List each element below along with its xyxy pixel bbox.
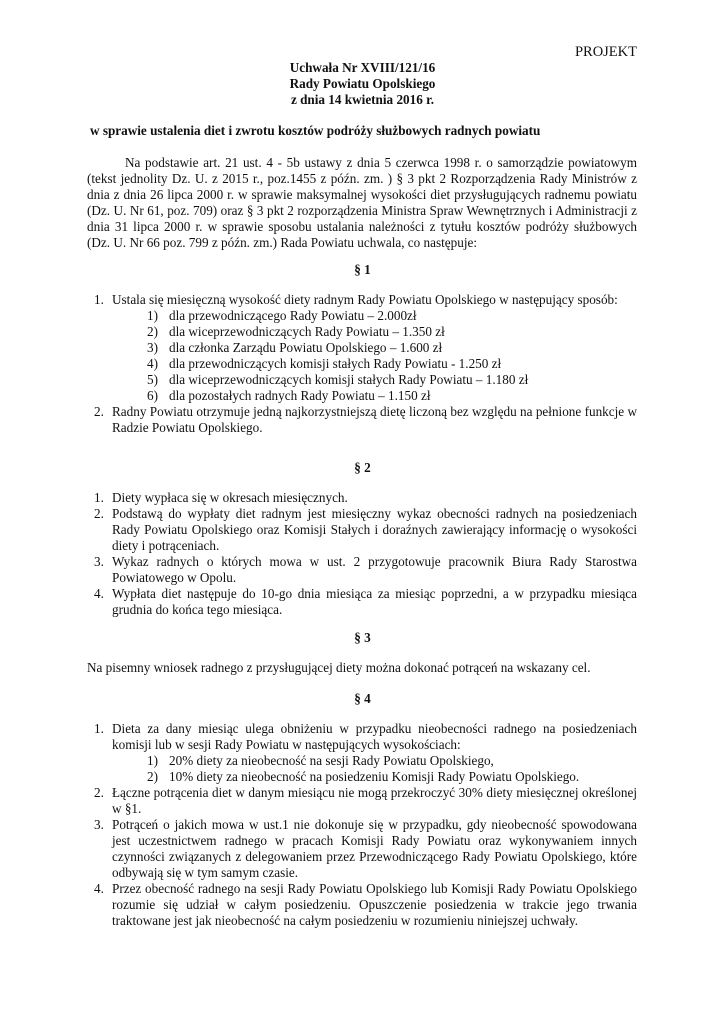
sub-item-text: dla przewodniczących komisji stałych Rady Powiatu - 1.250 zł — [169, 356, 502, 371]
item-number: 4. — [94, 586, 104, 601]
sub-item-text: dla członka Zarządu Powiatu Opolskiego – 1.600 zł — [169, 340, 443, 355]
sub-item — [147, 308, 637, 324]
item-number: 3. — [94, 817, 104, 832]
sub-item — [147, 372, 637, 388]
list-item — [94, 721, 637, 785]
sub-item-number: 2) — [147, 324, 158, 339]
sub-item — [147, 356, 637, 372]
sub-item-number: 2) — [147, 769, 158, 784]
item-number: 3. — [94, 554, 104, 569]
list-item — [94, 881, 637, 929]
section-4-list — [94, 721, 637, 929]
item-text: Wykaz radnych o których mowa w ust. 2 przygotowuje pracownik Biura Rady Starostwa Powiatowego w Opolu. — [112, 554, 637, 585]
item-number: 4. — [94, 881, 104, 896]
item-number: 1. — [94, 292, 104, 307]
list-item — [94, 506, 637, 554]
list-item — [94, 586, 637, 618]
sub-item-number: 4) — [147, 356, 158, 371]
title-line-date: z dnia 14 kwietnia 2016 r. — [290, 92, 435, 107]
item-text: Przez obecność radnego na sesji Rady Powiatu Opolskiego lub Komisji Rady Powiatu Opolskiego rozumie się udział w całym posiedzeniu. Opuszczenie posiedzenia w trakcie jego trwania traktowane jest jak nieobecność na całym posiedzeniu w rozumieniu niniejszej uchwały. — [112, 881, 637, 928]
sub-item-number: 5) — [147, 372, 158, 387]
item-text: Diety wypłaca się w okresach miesięcznych. — [112, 490, 348, 505]
sub-item-number: 1) — [147, 308, 158, 323]
projekt-label: PROJEKT — [574, 44, 637, 60]
item-number: 1. — [94, 721, 104, 736]
item-text: Potrąceń o jakich mowa w ust.1 nie dokonuje się w przypadku, gdy nieobecność spowodowana jest uczestnictwem radnego w pracach Komisji Rady Powiatu oraz wykonywaniem innych czynności związanych z delegowaniem przez Przewodniczącego Rady Powiatu Opolskiego, które odbywają się w tym samym czasie. — [112, 817, 637, 880]
sub-item-text: 20% diety za nieobecność na sesji Rady Powiatu Opolskiego, — [169, 753, 494, 768]
item-number: 2. — [94, 404, 104, 419]
sub-item — [147, 340, 637, 356]
list-item — [94, 292, 637, 404]
item-number: 2. — [94, 506, 104, 521]
item-text: Dieta za dany miesiąc ulega obniżeniu w przypadku nieobecności radnego na posiedzeniach komisji lub w sesji Rady Powiatu w następujących wysokościach: — [112, 721, 637, 752]
deduction-rates-list — [147, 753, 637, 785]
sub-item-text: dla wiceprzewodniczących komisji stałych Rady Powiatu – 1.180 zł — [169, 372, 529, 387]
resolution-subject: w sprawie ustalenia diet i zwrotu kosztów podróży służbowych radnych powiatu — [90, 123, 541, 138]
list-item — [94, 785, 637, 817]
item-number: 1. — [94, 490, 104, 505]
diet-rates-list — [147, 308, 637, 404]
sub-item — [147, 769, 637, 785]
item-text: Podstawą do wypłaty diet radnym jest miesięczny wykaz obecności radnych na posiedzeniach Rady Powiatu Opolskiego oraz Komisji Stałych i doraźnych zawierający informację o wysokości diety i potrąceniach. — [112, 506, 637, 553]
section-2-heading: § 2 — [354, 460, 371, 475]
sub-item-number: 3) — [147, 340, 158, 355]
item-number: 2. — [94, 785, 104, 800]
item-text: Ustala się miesięczną wysokość diety radnym Rady Powiatu Opolskiego w następujący sposób: — [112, 292, 618, 307]
title-line-number: Uchwała Nr XVIII/121/16 — [289, 60, 436, 75]
item-text: Wypłata diet następuje do 10-go dnia miesiąca za miesiąc poprzedni, a w przypadku miesiąca grudnia do końca tego miesiąca. — [112, 586, 637, 617]
sub-item — [147, 753, 637, 769]
sub-item — [147, 388, 637, 404]
resolution-title — [0, 60, 725, 108]
item-text: Radny Powiatu otrzymuje jedną najkorzystniejszą dietę liczoną bez względu na pełnione funkcje w Radzie Powiatu Opolskiego. — [112, 404, 637, 435]
sub-item — [147, 324, 637, 340]
title-line-council: Rady Powiatu Opolskiego — [289, 76, 436, 91]
list-item — [94, 490, 637, 506]
sub-item-text: 10% diety za nieobecność na posiedzeniu Komisji Rady Powiatu Opolskiego. — [169, 769, 580, 784]
sub-item-number: 1) — [147, 753, 158, 768]
preamble: Na podstawie art. 21 ust. 4 - 5b ustawy z dnia 5 czerwca 1998 r. o samorządzie powiatowym (tekst jednolity Dz. U. z 2015 r., poz.1455 z późn. zm. ) § 3 pkt 2 Rozporządzenia Rady Ministrów z dnia z dnia 26 lipca 2000 r. w sprawie maksymalnej wysokości diet przysługujących radnemu powiatu (Dz. U. Nr 61, poz. 709) oraz § 3 pkt 2 rozporządzenia Ministra Spraw Wewnętrznych i Administracji z dnia 31 lipca 2000 r. w sprawie sposobu ustalania należności z tytułu kosztów podróży służbowych (Dz. U. Nr 66 poz. 799 z późn. zm.) Rada Powiatu uchwala, co następuje: — [87, 155, 637, 250]
section-4-heading: § 4 — [354, 691, 371, 706]
item-text: Łączne potrącenia diet w danym miesiącu nie mogą przekroczyć 30% diety miesięcznej określonej w §1. — [112, 785, 637, 816]
sub-item-text: dla wiceprzewodniczących Rady Powiatu – 1.350 zł — [169, 324, 445, 339]
list-item — [94, 404, 637, 436]
section-1-list — [94, 292, 637, 436]
sub-item-number: 6) — [147, 388, 158, 403]
section-3-text: Na pisemny wniosek radnego z przysługującej diety można dokonać potrąceń na wskazany cel. — [87, 660, 591, 675]
section-2-list — [94, 490, 637, 618]
section-1-heading: § 1 — [354, 262, 371, 277]
list-item — [94, 817, 637, 881]
sub-item-text: dla pozostałych radnych Rady Powiatu – 1.150 zł — [169, 388, 431, 403]
list-item — [94, 554, 637, 586]
section-3-heading: § 3 — [354, 630, 371, 645]
sub-item-text: dla przewodniczącego Rady Powiatu – 2.000zł — [169, 308, 417, 323]
